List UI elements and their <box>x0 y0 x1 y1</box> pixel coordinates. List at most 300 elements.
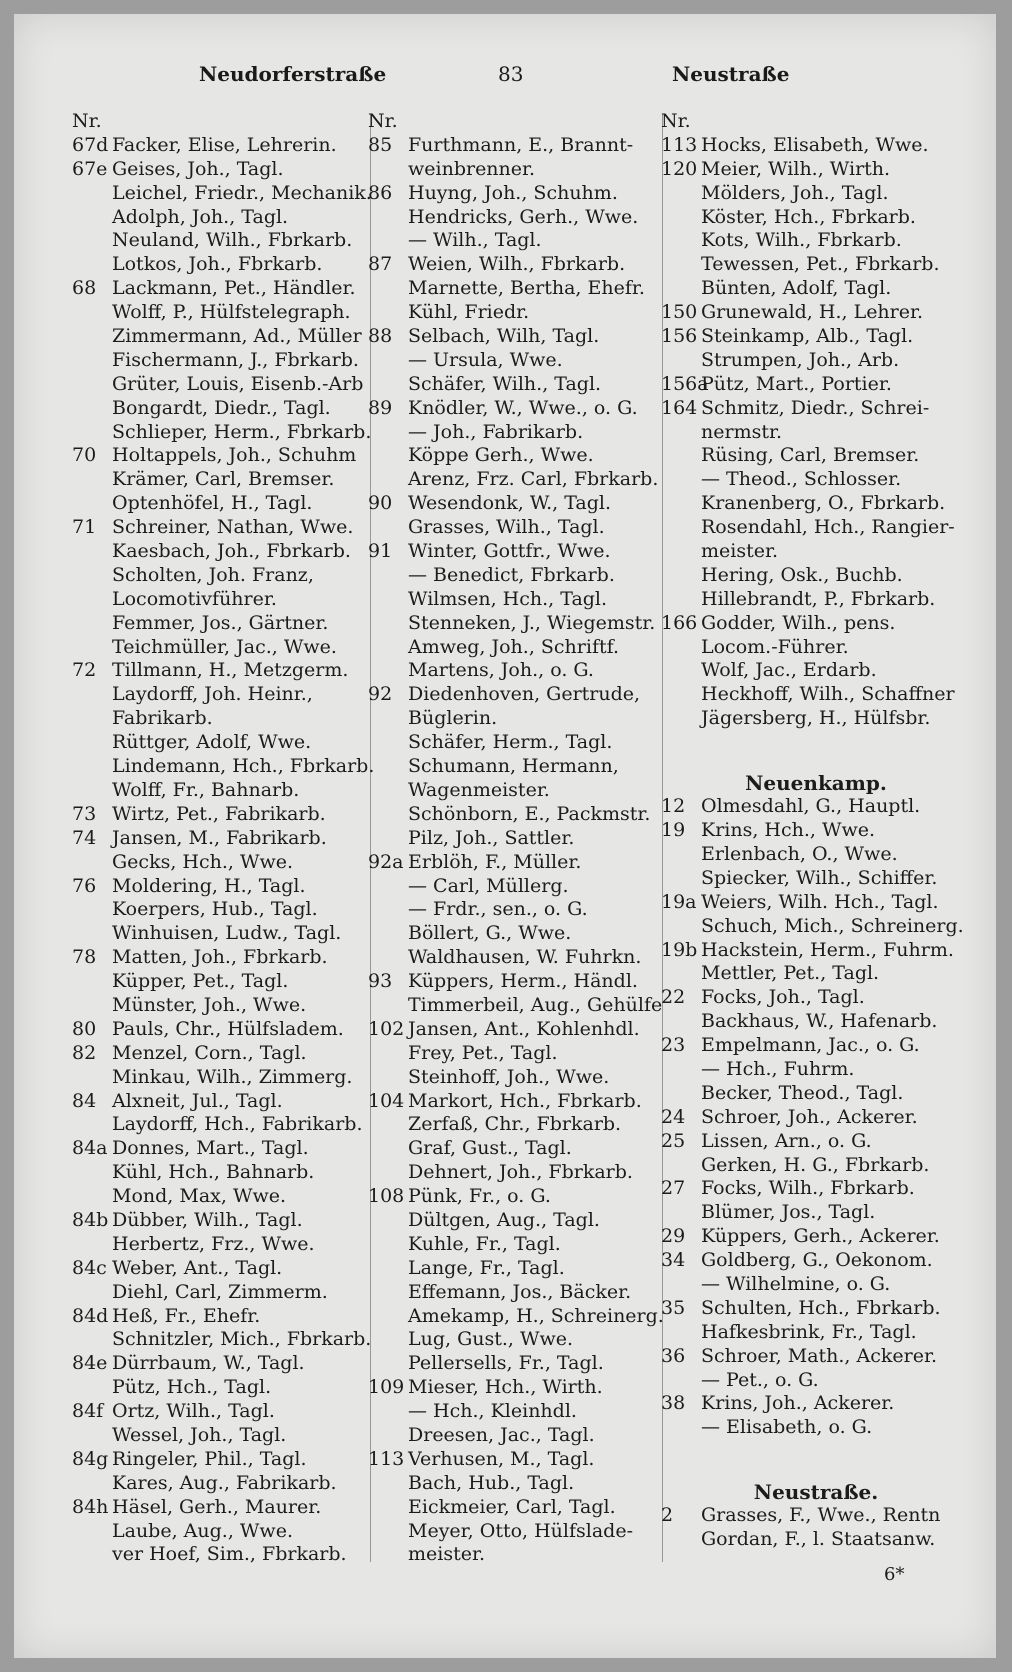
resident-entry: weinbrenner. <box>408 157 536 180</box>
resident-entry: Tewessen, Pet., Fbrkarb. <box>701 253 940 276</box>
directory-entry <box>72 1257 372 1281</box>
resident-entry: Dübber, Wilh., Tagl. <box>112 1208 303 1231</box>
house-number: 25 <box>661 1129 686 1152</box>
resident-entry: Timmerbeil, Aug., Gehülfe <box>408 993 663 1016</box>
directory-page <box>14 14 996 1658</box>
directory-entry <box>368 1257 668 1281</box>
directory-entry <box>72 110 372 134</box>
resident-entry: Stenneken, J., Wiegemstr. <box>408 611 656 634</box>
directory-entry <box>72 755 375 779</box>
resident-entry: Leichel, Friedr., Mechanik. <box>112 181 372 204</box>
directory-entry <box>72 277 372 301</box>
resident-entry: — Elisabeth, o. G. <box>701 1416 873 1439</box>
directory-entry <box>661 986 971 1010</box>
directory-entry <box>368 636 668 660</box>
directory-entry <box>368 492 668 516</box>
house-number: 88 <box>368 325 393 348</box>
resident-entry: nermstr. <box>701 420 783 443</box>
resident-entry: Donnes, Mart., Tagl. <box>112 1137 309 1160</box>
directory-entry <box>661 229 971 253</box>
directory-entry <box>661 707 971 731</box>
resident-entry: Empelmann, Jac., o. G. <box>701 1034 920 1057</box>
directory-entry <box>368 1520 668 1544</box>
directory-entry <box>72 1281 372 1305</box>
resident-entry: Goldberg, G., Oekonom. <box>701 1249 933 1272</box>
house-number: 164 <box>661 396 698 419</box>
directory-entry <box>72 468 372 492</box>
directory-entry <box>72 1376 372 1400</box>
directory-entry <box>368 277 668 301</box>
resident-entry: Winter, Gottfr., Wwe. <box>408 540 611 563</box>
resident-entry: Waldhausen, W. Fuhrkn. <box>408 946 642 969</box>
directory-entry <box>72 1543 372 1567</box>
directory-entry <box>368 851 668 875</box>
resident-entry: Küppers, Herm., Händl. <box>408 970 638 993</box>
house-number: 108 <box>368 1185 405 1208</box>
directory-entry <box>368 110 668 134</box>
resident-entry: Pünk, Fr., o. G. <box>408 1185 551 1208</box>
directory-entry <box>661 1225 971 1249</box>
resident-entry: Mieser, Hch., Wirth. <box>408 1376 603 1399</box>
header-left-street: Neudorferstraße <box>199 62 387 86</box>
resident-entry: Heckhoff, Wilh., Schaffner <box>701 683 955 706</box>
house-number: 91 <box>368 540 393 563</box>
resident-entry: Strumpen, Joh., Arb. <box>701 348 900 371</box>
resident-entry: Lotkos, Joh., Fbrkarb. <box>112 253 323 276</box>
resident-entry: Bünten, Adolf, Tagl. <box>701 277 892 300</box>
resident-entry: Kuhle, Fr., Tagl. <box>408 1232 561 1255</box>
directory-entry <box>661 819 971 843</box>
resident-entry: Hafkesbrink, Fr., Tagl. <box>701 1320 917 1343</box>
directory-entry <box>72 421 372 445</box>
resident-entry: — Ursula, Wwe. <box>408 348 563 371</box>
resident-entry: Jansen, Ant., Kohlenhdl. <box>408 1017 640 1040</box>
resident-entry: Verhusen, M., Tagl. <box>408 1447 595 1470</box>
directory-entry <box>368 707 668 731</box>
directory-entry <box>72 683 372 707</box>
directory-entry <box>368 397 668 421</box>
resident-entry: Rosendahl, Hch., Rangier- <box>701 516 955 539</box>
resident-entry: Olmesdahl, G., Hauptl. <box>701 795 921 818</box>
directory-entry <box>368 1376 668 1400</box>
directory-entry <box>661 891 971 915</box>
directory-entry <box>661 373 971 397</box>
resident-entry: Kranenberg, O., Fbrkarb. <box>701 492 946 515</box>
resident-entry: Schönborn, E., Packmstr. <box>408 802 651 825</box>
directory-entry <box>368 1137 668 1161</box>
column-1 <box>72 110 375 1567</box>
resident-entry: — Carl, Müllerg. <box>408 874 569 897</box>
page-header <box>14 62 996 96</box>
directory-entry <box>368 1305 668 1329</box>
resident-entry: Dürrbaum, W., Tagl. <box>112 1352 305 1375</box>
resident-entry: Schäfer, Wilh., Tagl. <box>408 372 602 395</box>
house-number: 29 <box>661 1225 686 1248</box>
resident-entry: Schlieper, Herm., Fbrkarb. <box>112 420 372 443</box>
resident-entry: Pellersells, Fr., Tagl. <box>408 1352 604 1375</box>
directory-entry <box>661 444 971 468</box>
directory-entry <box>368 1281 668 1305</box>
house-number: 92 <box>368 683 393 706</box>
directory-entry <box>72 206 372 230</box>
directory-entry <box>661 1106 971 1130</box>
directory-entry <box>661 962 971 986</box>
directory-entry <box>661 636 971 660</box>
house-number: 19 <box>661 819 686 842</box>
resident-entry: Wolff, Fr., Bahnarb. <box>112 778 300 801</box>
resident-entry: Schuch, Mich., Schreinerg. <box>701 914 964 937</box>
resident-entry: Pauls, Chr., Hülfsladem. <box>112 1017 344 1040</box>
resident-entry: Ortz, Wilh., Tagl. <box>112 1400 275 1423</box>
resident-entry: Lange, Fr., Tagl. <box>408 1256 565 1279</box>
directory-entry <box>72 612 372 636</box>
directory-entry <box>661 843 971 867</box>
resident-entry: Menzel, Corn., Tagl. <box>112 1041 307 1064</box>
resident-entry: Spiecker, Wilh., Schiffer. <box>701 866 938 889</box>
resident-entry: meister. <box>408 1543 486 1566</box>
resident-entry: Dehnert, Joh., Fbrkarb. <box>408 1161 633 1184</box>
house-number: 84f <box>72 1400 104 1423</box>
directory-entry <box>661 1392 971 1416</box>
resident-entry: Holtappels, Joh., Schuhm <box>112 444 357 467</box>
house-number: 19a <box>661 890 697 913</box>
resident-entry: Schroer, Math., Ackerer. <box>701 1344 937 1367</box>
house-number: 74 <box>72 826 97 849</box>
directory-entry <box>661 1249 971 1273</box>
resident-entry: Schroer, Joh., Ackerer. <box>701 1105 918 1128</box>
resident-entry: Dreesen, Jac., Tagl. <box>408 1423 595 1446</box>
resident-entry: Zerfaß, Chr., Fbrkarb. <box>408 1113 622 1136</box>
resident-entry: Huyng, Joh., Schuhm. <box>408 181 618 204</box>
resident-entry: Laydorff, Hch., Fabrikarb. <box>112 1113 363 1136</box>
house-number: 84h <box>72 1495 109 1518</box>
resident-entry: Blümer, Jos., Tagl. <box>701 1201 876 1224</box>
directory-entry <box>661 516 971 540</box>
directory-entry <box>72 588 372 612</box>
resident-entry: Wagenmeister. <box>408 778 550 801</box>
directory-entry <box>72 1496 372 1520</box>
house-number: 92a <box>368 850 404 873</box>
directory-entry <box>368 182 668 206</box>
directory-entry <box>661 683 971 707</box>
resident-entry: meister. <box>701 540 779 563</box>
house-number: 80 <box>72 1017 97 1040</box>
resident-entry: Kares, Aug., Fabrikarb. <box>112 1471 337 1494</box>
directory-entry <box>368 875 668 899</box>
resident-entry: Steinhoff, Joh., Wwe. <box>408 1065 610 1088</box>
resident-entry: Schumann, Hermann, <box>408 755 619 778</box>
house-number: 166 <box>661 611 698 634</box>
directory-entry <box>661 659 971 683</box>
directory-entry <box>661 564 971 588</box>
resident-entry: Zimmermann, Ad., Müller <box>112 325 362 348</box>
resident-entry: Fabrikarb. <box>112 707 213 730</box>
directory-entry <box>368 1113 668 1137</box>
resident-entry: Laube, Aug., Wwe. <box>112 1519 293 1542</box>
resident-entry: Lindemann, Hch., Fbrkarb. <box>112 755 375 778</box>
resident-entry: Frey, Pet., Tagl. <box>408 1041 558 1064</box>
resident-entry: Rüsing, Carl, Bremser. <box>701 444 920 467</box>
directory-entry <box>368 755 668 779</box>
resident-entry: Krins, Hch., Wwe. <box>701 819 876 842</box>
directory-entry <box>72 1113 372 1137</box>
section-heading: Neustraße. <box>753 1480 879 1505</box>
resident-entry: Böllert, G., Wwe. <box>408 922 572 945</box>
resident-entry: Gecks, Hch., Wwe. <box>112 850 294 873</box>
directory-entry <box>661 867 971 891</box>
directory-entry <box>72 970 372 994</box>
directory-entry <box>661 253 971 277</box>
directory-entry <box>72 1305 372 1329</box>
house-number: 87 <box>368 253 393 276</box>
resident-entry: Arenz, Frz. Carl, Fbrkarb. <box>408 468 659 491</box>
resident-entry: Köster, Hch., Fbrkarb. <box>701 205 916 228</box>
resident-entry: Wolff, P., Hülfstelegraph. <box>112 301 351 324</box>
directory-entry <box>368 1472 668 1496</box>
directory-entry <box>661 1321 971 1345</box>
directory-entry <box>368 731 668 755</box>
directory-entry <box>72 134 372 158</box>
directory-entry <box>72 564 372 588</box>
resident-entry: Diehl, Carl, Zimmerm. <box>112 1280 328 1303</box>
directory-entry <box>661 421 971 445</box>
house-number: 27 <box>661 1177 686 1200</box>
directory-entry <box>368 158 668 182</box>
directory-entry <box>72 1472 372 1496</box>
resident-entry: Grüter, Louis, Eisenb.-Arb <box>112 372 364 395</box>
resident-entry: Amweg, Joh., Schriftf. <box>408 635 620 658</box>
resident-entry: Grasses, F., Wwe., Rentn <box>701 1504 941 1527</box>
resident-entry: — Wilh., Tagl. <box>408 229 542 252</box>
resident-entry: Geises, Joh., Tagl. <box>112 157 284 180</box>
directory-entry <box>661 1345 971 1369</box>
resident-entry: Minkau, Wilh., Zimmerg. <box>112 1065 353 1088</box>
resident-entry: Bach, Hub., Tagl. <box>408 1471 575 1494</box>
resident-entry: Amekamp, H., Schreinerg. <box>408 1304 664 1327</box>
resident-entry: Selbach, Wilh, Tagl. <box>408 325 600 348</box>
house-number: 84d <box>72 1304 109 1327</box>
house-number: Nr. <box>661 110 691 132</box>
resident-entry: Küpper, Pet., Tagl. <box>112 970 289 993</box>
directory-entry <box>368 827 668 851</box>
resident-entry: Grasses, Wilh., Tagl. <box>408 516 605 539</box>
resident-entry: Focks, Joh., Tagl. <box>701 986 865 1009</box>
directory-entry <box>368 1042 668 1066</box>
directory-entry <box>72 1042 372 1066</box>
directory-entry <box>661 134 971 158</box>
resident-entry: Schreiner, Nathan, Wwe. <box>112 516 354 539</box>
directory-entry <box>661 612 971 636</box>
house-number: 35 <box>661 1296 686 1319</box>
directory-entry <box>72 158 372 182</box>
house-number: 72 <box>72 659 97 682</box>
resident-entry: Facker, Elise, Lehrerin. <box>112 133 337 156</box>
directory-entry <box>72 182 372 206</box>
directory-entry <box>72 994 372 1018</box>
house-number: 23 <box>661 1034 686 1057</box>
directory-entry <box>368 421 668 445</box>
directory-entry <box>72 659 372 683</box>
directory-entry <box>368 253 668 277</box>
resident-entry: Herbertz, Frz., Wwe. <box>112 1232 315 1255</box>
directory-entry <box>72 636 372 660</box>
directory-entry <box>661 1528 971 1552</box>
directory-entry <box>661 397 971 421</box>
house-number: 102 <box>368 1017 405 1040</box>
directory-entry <box>368 1352 668 1376</box>
resident-entry: Grunewald, H., Lehrer. <box>701 301 924 324</box>
house-number: 82 <box>72 1041 97 1064</box>
house-number: 84 <box>72 1089 97 1112</box>
resident-entry: Küppers, Gerh., Ackerer. <box>701 1225 940 1248</box>
column-2 <box>368 110 668 1567</box>
resident-entry: — Hch., Fuhrm. <box>701 1057 855 1080</box>
house-number: 78 <box>72 946 97 969</box>
resident-entry: Locom.-Führer. <box>701 635 849 658</box>
resident-entry: Meyer, Otto, Hülfslade- <box>408 1519 634 1542</box>
resident-entry: Hillebrandt, P., Fbrkarb. <box>701 587 936 610</box>
directory-entry <box>368 1018 668 1042</box>
directory-entry <box>368 540 668 564</box>
resident-entry: Gordan, F., l. Staatsanw. <box>701 1528 936 1551</box>
resident-entry: Teichmüller, Jac., Wwe. <box>112 635 337 658</box>
directory-entry <box>368 468 668 492</box>
house-number: 36 <box>661 1344 686 1367</box>
resident-entry: Weien, Wilh., Fbrkarb. <box>408 253 626 276</box>
resident-entry: Mölders, Joh., Tagl. <box>701 181 889 204</box>
resident-entry: Kots, Wilh., Fbrkarb. <box>701 229 902 252</box>
resident-entry: Adolph, Joh., Tagl. <box>112 205 289 228</box>
resident-entry: Eickmeier, Carl, Tagl. <box>408 1495 616 1518</box>
directory-entry <box>368 564 668 588</box>
resident-entry: Moldering, H., Tagl. <box>112 874 306 897</box>
section-heading: Neuenkamp. <box>745 771 887 796</box>
resident-entry: Scholten, Joh. Franz, <box>112 563 314 586</box>
resident-entry: Martens, Joh., o. G. <box>408 659 594 682</box>
resident-entry: Schäfer, Herm., Tagl. <box>408 731 613 754</box>
resident-entry: — Benedict, Fbrkarb. <box>408 563 615 586</box>
resident-entry: Focks, Wilh., Fbrkarb. <box>701 1177 915 1200</box>
resident-entry: Pilz, Joh., Sattler. <box>408 826 575 849</box>
resident-entry: Weber, Ant., Tagl. <box>112 1256 283 1279</box>
directory-entry <box>72 1328 372 1352</box>
directory-entry <box>661 795 971 819</box>
directory-entry <box>661 468 971 492</box>
resident-entry: Erlenbach, O., Wwe. <box>701 842 898 865</box>
resident-entry: Kaesbach, Joh., Fbrkarb. <box>112 540 351 563</box>
directory-entry <box>72 1448 372 1472</box>
directory-entry <box>368 659 668 683</box>
house-number: 156 <box>661 325 698 348</box>
resident-entry: Becker, Theod., Tagl. <box>701 1081 904 1104</box>
resident-entry: Graf, Gust., Tagl. <box>408 1137 572 1160</box>
directory-entry <box>72 253 372 277</box>
spacer <box>661 1440 971 1464</box>
resident-entry: — Hch., Kleinhdl. <box>408 1400 577 1423</box>
directory-entry <box>368 301 668 325</box>
directory-entry <box>368 1400 668 1424</box>
directory-entry <box>661 540 971 564</box>
house-number: 68 <box>72 277 97 300</box>
resident-entry: — Joh., Fabrikarb. <box>408 420 584 443</box>
house-number: 120 <box>661 157 698 180</box>
house-number: 19b <box>661 938 698 961</box>
resident-entry: Pütz, Hch., Tagl. <box>112 1376 272 1399</box>
directory-entry <box>661 110 971 134</box>
house-number: 67e <box>72 157 108 180</box>
house-number: 84c <box>72 1256 107 1279</box>
directory-entry <box>72 349 372 373</box>
directory-entry <box>72 922 372 946</box>
directory-entry <box>661 1297 971 1321</box>
resident-entry: Gerken, H. G., Fbrkarb. <box>701 1153 930 1176</box>
directory-entry <box>368 779 668 803</box>
resident-entry: Mond, Max, Wwe. <box>112 1185 287 1208</box>
directory-entry <box>72 946 372 970</box>
directory-entry <box>661 492 971 516</box>
resident-entry: Jansen, M., Fabrikarb. <box>112 826 327 849</box>
resident-entry: Fischermann, J., Fbrkarb. <box>112 348 359 371</box>
house-number: 24 <box>661 1105 686 1128</box>
house-number: 70 <box>72 444 97 467</box>
directory-entry <box>661 1177 971 1201</box>
directory-entry <box>661 1416 971 1440</box>
resident-entry: Ringeler, Phil., Tagl. <box>112 1447 307 1470</box>
directory-entry <box>368 946 668 970</box>
resident-entry: Rüttger, Adolf, Wwe. <box>112 731 312 754</box>
resident-entry: Wesendonk, W., Tagl. <box>408 492 612 515</box>
directory-entry <box>368 349 668 373</box>
resident-entry: Büglerin. <box>408 707 498 730</box>
resident-entry: Knödler, W., Wwe., o. G. <box>408 396 638 419</box>
page-number: 83 <box>498 62 524 86</box>
resident-entry: Schnitzler, Mich., Fbrkarb. <box>112 1328 372 1351</box>
house-number: 113 <box>661 133 698 156</box>
directory-entry <box>368 1424 668 1448</box>
directory-entry <box>368 516 668 540</box>
directory-entry <box>72 1018 372 1042</box>
directory-entry <box>72 1424 372 1448</box>
resident-entry: Matten, Joh., Fbrkarb. <box>112 946 328 969</box>
directory-entry <box>368 1161 668 1185</box>
directory-entry <box>72 803 372 827</box>
house-number: 86 <box>368 181 393 204</box>
house-number: 67d <box>72 133 109 156</box>
house-number: 84e <box>72 1352 108 1375</box>
directory-entry <box>661 1058 971 1082</box>
resident-entry: Kühl, Friedr. <box>408 301 530 324</box>
resident-entry: Steinkamp, Alb., Tagl. <box>701 325 914 348</box>
resident-entry: Pütz, Mart., Portier. <box>701 372 892 395</box>
house-number: 71 <box>72 516 97 539</box>
house-number: 109 <box>368 1376 405 1399</box>
house-number: 93 <box>368 970 393 993</box>
directory-entry <box>661 1201 971 1225</box>
directory-entry <box>368 134 668 158</box>
directory-entry <box>368 588 668 612</box>
directory-entry <box>72 1066 372 1090</box>
resident-entry: Koerpers, Hub., Tagl. <box>112 898 318 921</box>
directory-entry <box>661 158 971 182</box>
resident-entry: ver Hoef, Sim., Fbrkarb. <box>112 1543 347 1566</box>
directory-entry <box>72 516 372 540</box>
directory-entry <box>661 1369 971 1393</box>
directory-entry <box>72 325 372 349</box>
house-number: 156a <box>661 372 709 395</box>
directory-entry <box>368 994 668 1018</box>
directory-entry <box>368 1448 668 1472</box>
directory-entry <box>368 444 668 468</box>
